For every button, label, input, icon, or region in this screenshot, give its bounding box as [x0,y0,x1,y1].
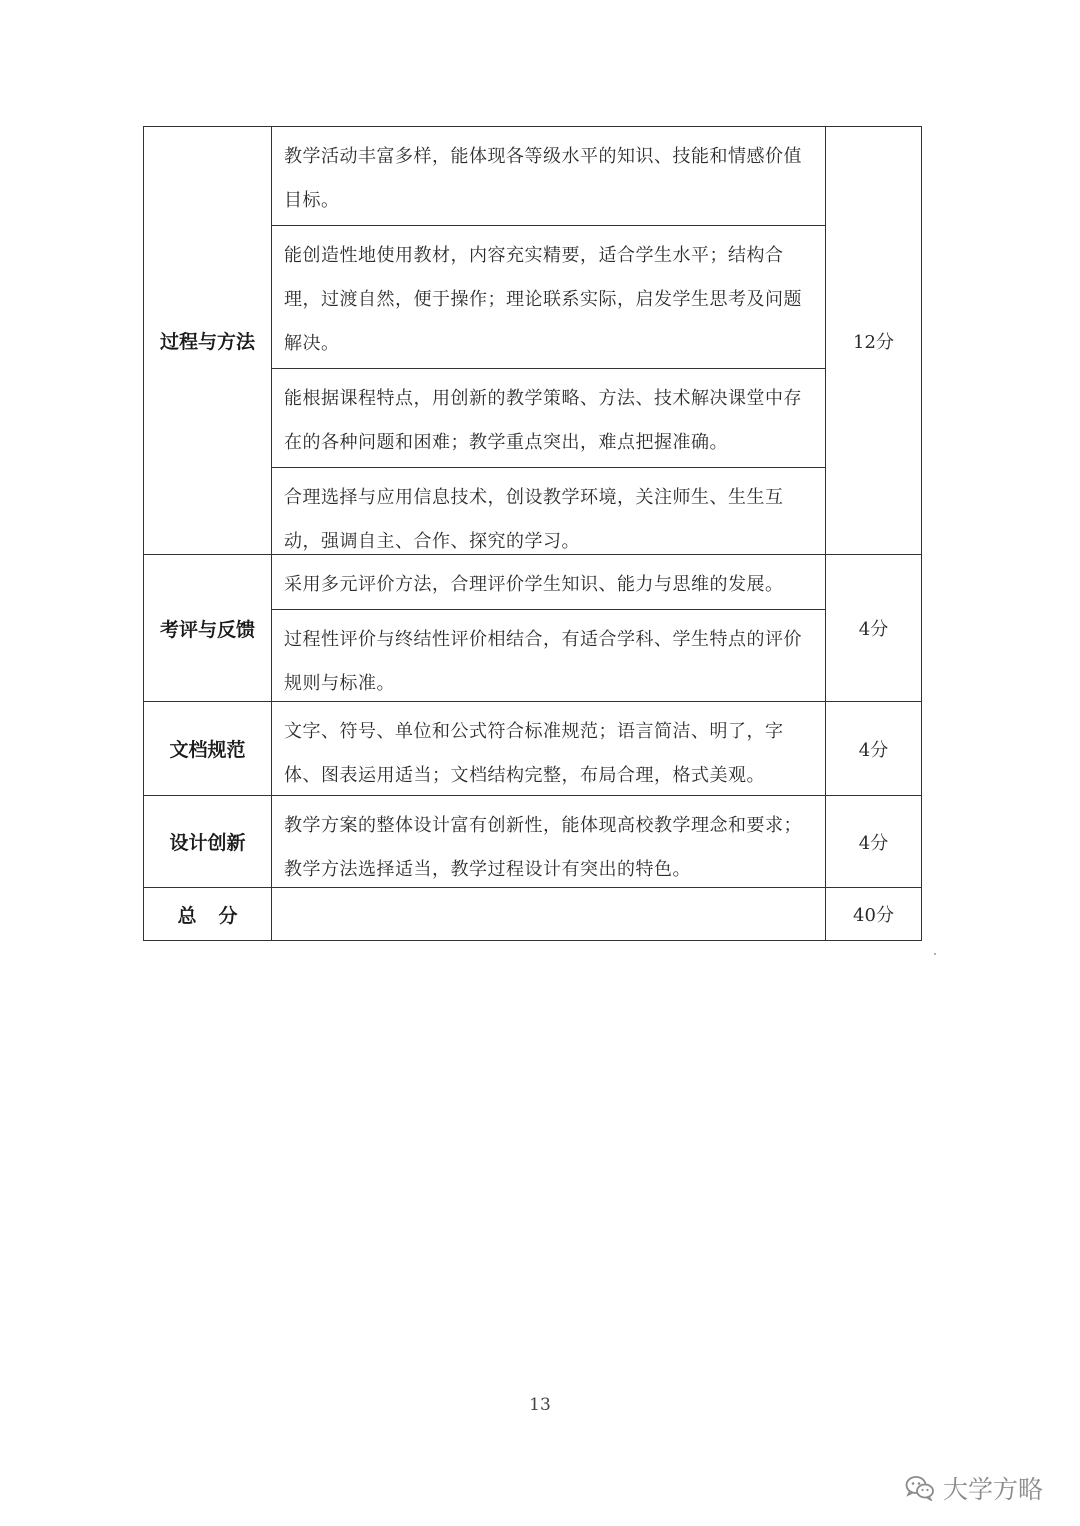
category-cell: 过程与方法 [144,127,272,555]
criterion-item: 教学方案的整体设计富有创新性，能体现高校教学理念和要求；教学方法选择适当，教学过程设计有突出的特色。 [284,815,802,880]
criterion-item: 教学活动丰富多样，能体现各等级水平的知识、技能和情感价值目标。 [272,127,825,226]
total-row [144,888,922,941]
criterion-item: 文字、符号、单位和公式符合标准规范；语言简洁、明了，字体、图表运用适当；文档结构完整，布局合理，格式美观。 [284,721,784,786]
watermark-text: 大学方略 [943,1475,1044,1504]
score-cell: 4分 [826,702,922,796]
score-cell: 4分 [826,555,922,702]
criterion-item: 采用多元评价方法，合理评价学生知识、能力与思维的发展。 [272,555,825,610]
table-row [144,702,922,796]
scan-speck [934,953,936,955]
total-label: 总分 [144,888,272,941]
score-cell: 4分 [826,796,922,888]
wechat-icon [905,1475,935,1501]
category-cell: 考评与反馈 [144,555,272,702]
criterion-item: 能创造性地使用教材，内容充实精要，适合学生水平；结构合理，过渡自然，便于操作；理论联系实际，启发学生思考及问题解决。 [272,226,825,369]
page-number: 13 [529,1395,551,1415]
criteria-cell [272,555,826,702]
criterion-item: 能根据课程特点，用创新的教学策略、方法、技术解决课堂中存在的各种问题和困难；教学重点突出，难点把握准确。 [272,369,825,468]
criterion-item: 过程性评价与终结性评价相结合，有适合学科、学生特点的评价规则与标准。 [284,629,802,694]
table-row [144,796,922,888]
criteria-cell [272,796,826,888]
criteria-cell [272,127,826,555]
table-row [144,127,922,555]
category-cell: 文档规范 [144,702,272,796]
criteria-cell [272,702,826,796]
category-cell: 设计创新 [144,796,272,888]
table-row [144,555,922,702]
total-content-cell [272,888,826,941]
scoring-table [143,126,922,941]
criterion-item: 合理选择与应用信息技术，创设教学环境，关注师生、生生互动，强调自主、合作、探究的学习。 [284,487,784,552]
watermark [905,1470,1043,1506]
total-score: 40分 [826,888,922,941]
score-cell: 12分 [826,127,922,555]
